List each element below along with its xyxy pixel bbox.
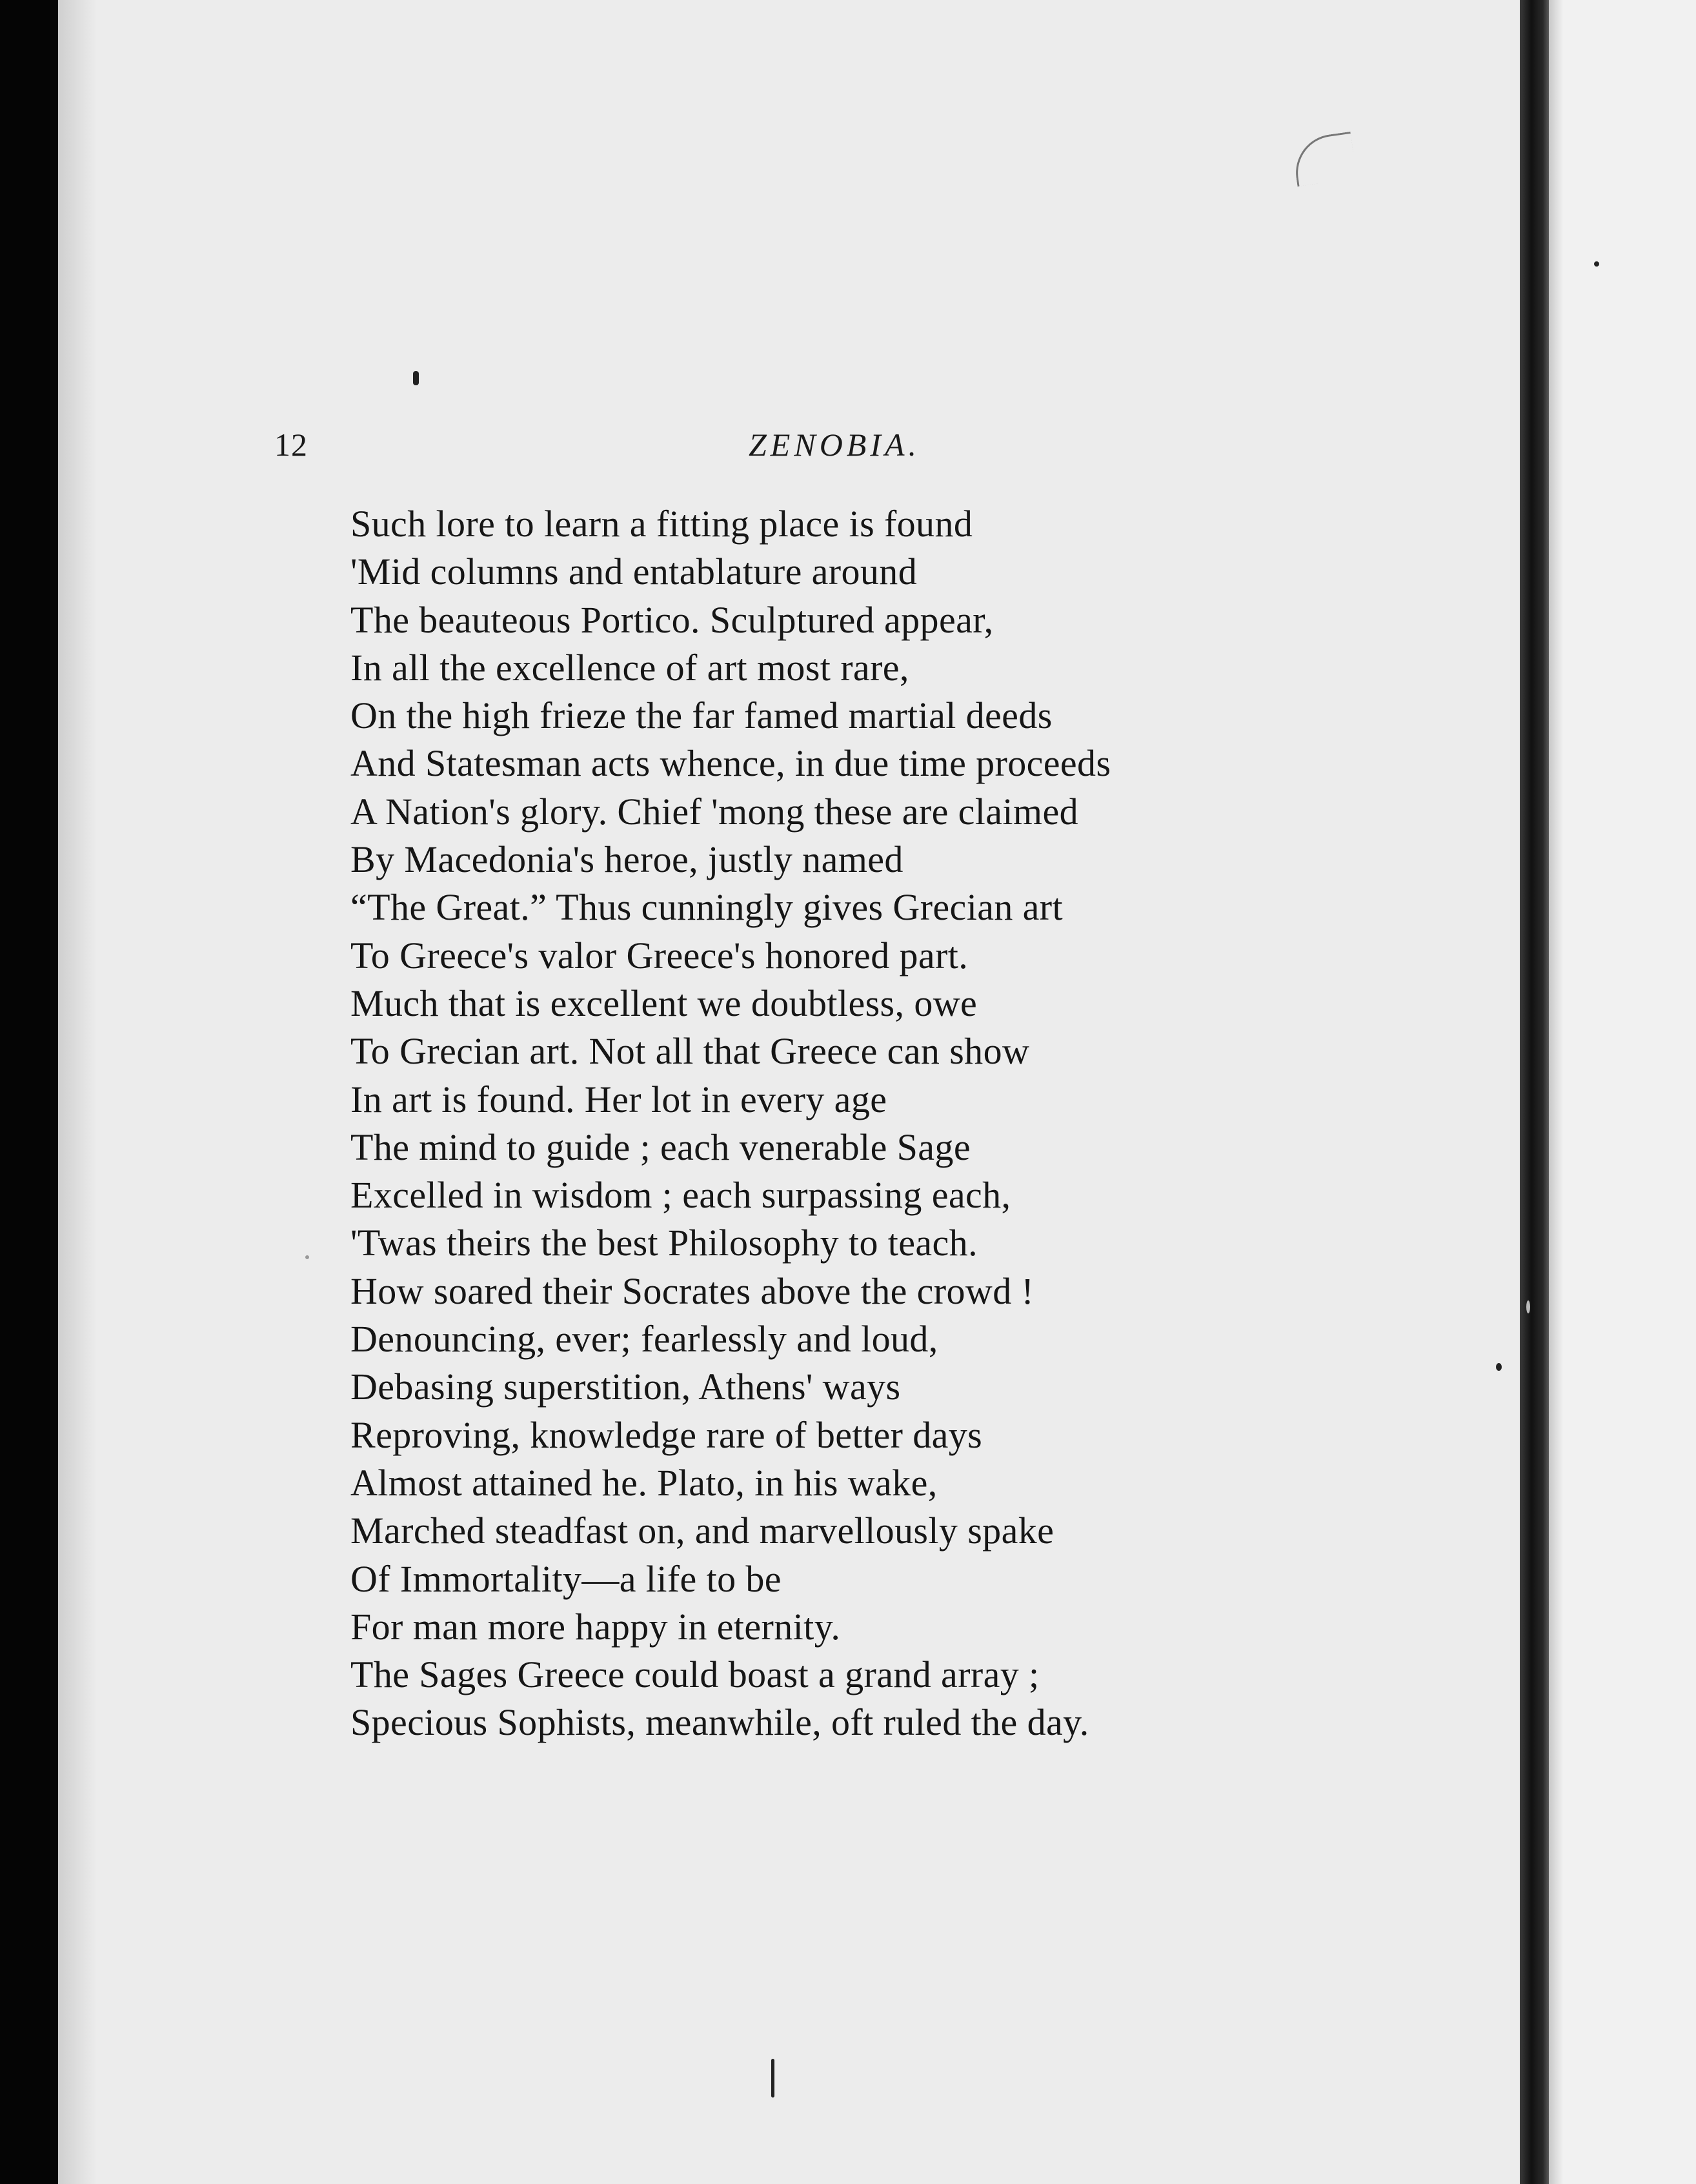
poem-text — [350, 500, 1318, 1747]
poem-line: 'Mid columns and entablature around — [350, 551, 918, 593]
poem-line: The beauteous Portico. Sculptured appear, — [350, 598, 994, 641]
poem-line: Reproving, knowledge rare of better days — [350, 1413, 983, 1456]
running-title: ZENOBIA. — [749, 427, 921, 463]
facing-page-shadow — [1549, 0, 1563, 2184]
poem-line: By Macedonia's heroe, justly named — [350, 838, 904, 881]
poem-line: How soared their Socrates above the crowd ! — [350, 1269, 1035, 1312]
poem-line: To Greece's valor Greece's honored part. — [350, 934, 969, 976]
poem-line: Denouncing, ever; fearlessly and loud, — [350, 1318, 938, 1360]
poem-line: Of Immortality—a life to be — [350, 1557, 782, 1600]
page-gutter-shadow — [58, 0, 97, 2184]
scan-speck — [413, 371, 419, 385]
scan-speck — [305, 1255, 309, 1259]
poem-line: In art is found. Her lot in every age — [350, 1078, 887, 1120]
poem-line: Debasing superstition, Athens' ways — [350, 1366, 901, 1408]
poem-line: To Grecian art. Not all that Greece can show — [350, 1030, 1030, 1073]
scan-speck — [1594, 261, 1599, 267]
poem-line: “The Great.” Thus cunningly gives Grecian art — [350, 886, 1064, 929]
poem-line: Marched steadfast on, and marvellously spake — [350, 1510, 1055, 1552]
poem-line: Excelled in wisdom ; each surpassing each, — [350, 1174, 1011, 1217]
scan-speck — [1496, 1363, 1502, 1371]
facing-page — [1549, 0, 1696, 2184]
scan-speck — [771, 2059, 774, 2098]
poem-line: And Statesman acts whence, in due time proceeds — [350, 742, 1111, 785]
poem-line: 'Twas theirs the best Philosophy to teach. — [350, 1222, 978, 1264]
scan-speck — [1526, 1300, 1530, 1313]
poem-line: The Sages Greece could boast a grand array ; — [350, 1653, 1040, 1696]
poem-line: Specious Sophists, meanwhile, oft ruled the day. — [350, 1701, 1089, 1744]
poem-line: On the high frieze the far famed martial deeds — [350, 694, 1053, 737]
poem-line: A Nation's glory. Chief 'mong these are claimed — [350, 790, 1078, 833]
page-number: 12 — [274, 427, 308, 463]
poem-line: Such lore to learn a fitting place is found — [350, 503, 973, 545]
poem-line: The mind to guide ; each venerable Sage — [350, 1126, 971, 1168]
poem-line: Much that is excellent we doubtless, owe — [350, 982, 978, 1024]
poem-line: Almost attained he. Plato, in his wake, — [350, 1461, 938, 1504]
poem-line: For man more happy in eternity. — [350, 1605, 841, 1648]
poem-line: In all the excellence of art most rare, — [350, 646, 909, 689]
running-head — [0, 426, 1696, 471]
scanner-background-left — [0, 0, 58, 2184]
page-edge-shadow — [1520, 0, 1549, 2184]
